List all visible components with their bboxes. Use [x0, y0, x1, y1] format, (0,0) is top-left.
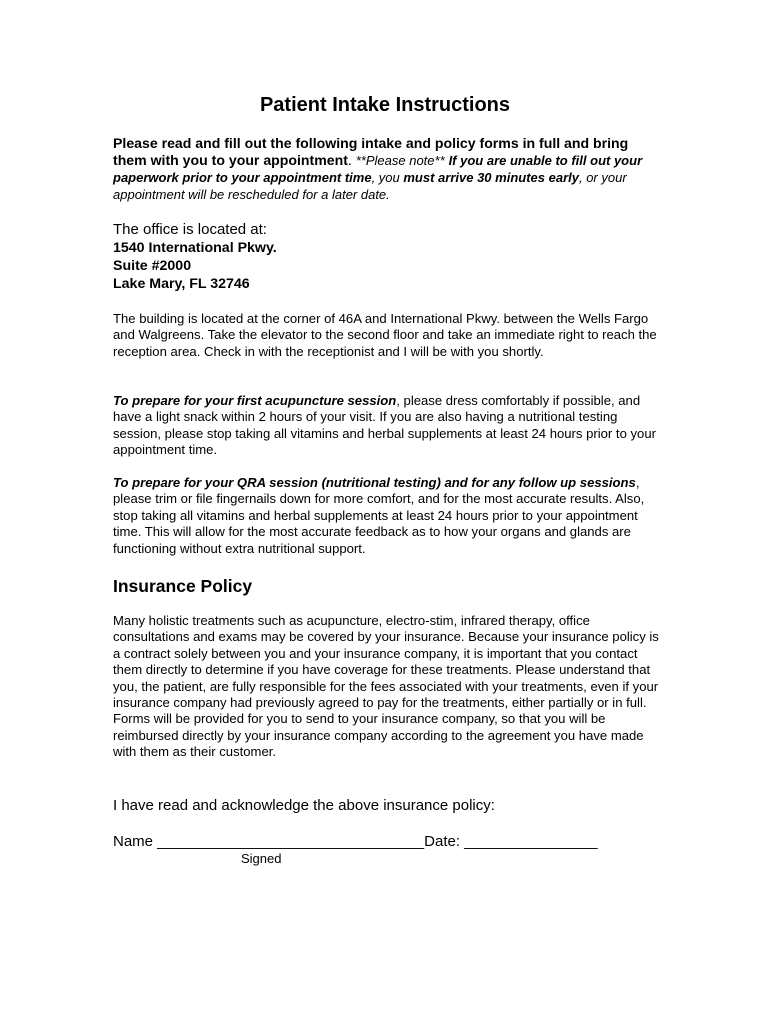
address-line-2: Suite #2000 — [113, 258, 192, 274]
qra-text: , please trim or file fingernails down for more comfort, and for the most accurate results. Also, stop taking all vitamins and herbal supplements at least 24 hours prior to your appointment time. This will allow for the most accurate feedback as to how your organs and glands are functioning without extra nutritional support. — [113, 475, 645, 556]
page-title: Patient Intake Instructions — [259, 94, 511, 116]
office-address — [113, 221, 661, 293]
insurance-paragraph: Many holistic treatments such as acupuncture, electro-stim, infrared therapy, office consultations and exams may be covered by your insurance. Because your insurance policy is a contract solely between you and your insurance company, it is important that you contact them directly to determine if you have coverage for these treatments. Please understand that you, the patient, are fully responsible for the fees associated with your treatments, even if your insurance company had previously agreed to pay for the treatments, either partially or in full. Forms will be provided for you to send to your insurance company, so that you will be reimbursed directly by your insurance company according to the agreement you have made with them as their customer. — [113, 613, 659, 760]
acupuncture-paragraph — [113, 393, 661, 459]
directions-paragraph: The building is located at the corner of 46A and International Pkwy. between the Wells Fargo and Walgreens. Take the elevator to the second floor and take an immediate right to reach the reception area. Check in with the receptionist and I will be with you shortly. — [113, 311, 657, 359]
intro-note: **Please note** — [355, 153, 445, 168]
address-line-3: Lake Mary, FL 32746 — [113, 276, 250, 292]
qra-paragraph — [113, 475, 661, 557]
office-label: The office is located at: — [113, 221, 267, 238]
intro-paperwork-warning: If you are unable to fill out your paperwork prior to your appointment time — [113, 153, 643, 185]
intro-period: . — [347, 152, 356, 168]
signature-line — [113, 833, 598, 851]
date-label: Date: — [424, 833, 460, 850]
qra-heading: To prepare for your QRA session (nutritional testing) and for any follow up sessions — [113, 475, 636, 490]
signed-caption: Signed — [241, 851, 282, 866]
date-field[interactable]: ________________ — [460, 833, 598, 850]
intro-lead: Please read and fill out the following intake and policy forms in full and bring them with you to your appointment — [113, 135, 629, 168]
intro-you: , you — [371, 170, 404, 185]
insurance-heading: Insurance Policy — [113, 576, 253, 596]
name-label: Name — [113, 833, 154, 850]
acknowledge-statement: I have read and acknowledge the above insurance policy: — [113, 797, 495, 814]
intro-arrive-early: must arrive 30 minutes early — [403, 170, 579, 185]
acupuncture-heading: To prepare for your first acupuncture session — [113, 393, 397, 408]
address-line-1: 1540 International Pkwy. — [113, 240, 277, 256]
intro-paragraph — [113, 135, 661, 203]
acupuncture-text: , please dress comfortably if possible, and have a light snack within 2 hours of your visit. If you are also having a nutritional testing session, please stop taking all vitamins and herbal supplements at least 24 hours prior to your appointment time. — [113, 393, 656, 458]
intro-rescheduled: , or your appointment will be rescheduled for a later date. — [113, 170, 627, 202]
name-signature-field[interactable]: ________________________________ — [153, 833, 425, 850]
